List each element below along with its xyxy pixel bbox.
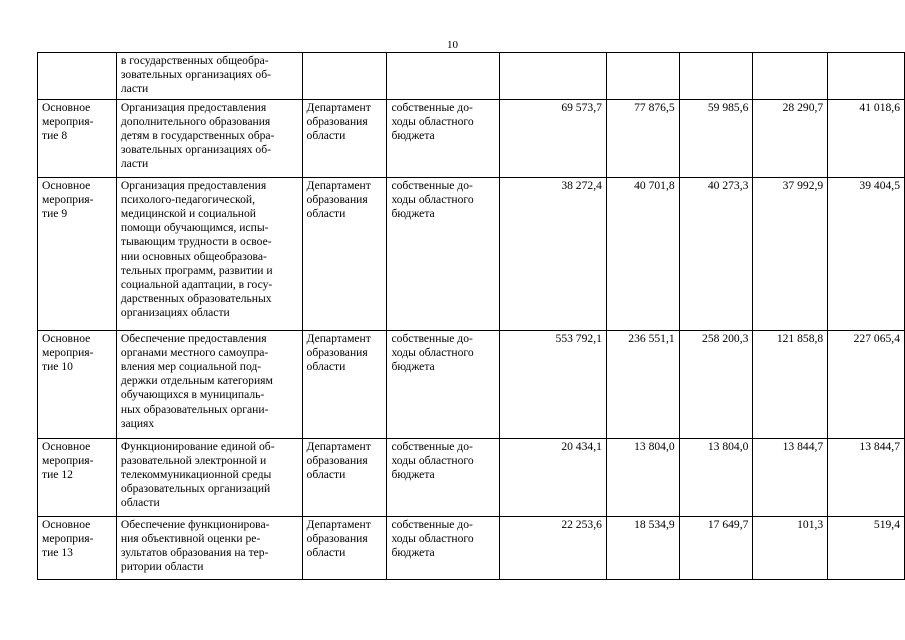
funding-source-line: бюджета xyxy=(391,207,435,221)
value-cell: 69 573,7 xyxy=(500,99,607,177)
executor-line: образования xyxy=(306,192,368,206)
activity-description-line: телекоммуникационной среды xyxy=(120,468,272,482)
activity-title-line: тие 8 xyxy=(42,129,68,143)
activity-description-cell xyxy=(116,438,302,516)
value-cell: 38 272,4 xyxy=(500,177,607,330)
activity-title-cell xyxy=(38,516,117,579)
activity-title-line: Основное xyxy=(42,178,91,192)
value-cell: 121 858,8 xyxy=(753,330,828,438)
funding-source-line: собственные до- xyxy=(391,331,473,345)
value-cell: 39 404,5 xyxy=(828,177,905,330)
funding-source-line: собственные до- xyxy=(391,100,473,114)
activity-title-line: Основное xyxy=(42,100,91,114)
executor-cell xyxy=(302,177,387,330)
activity-description-line: тельных программ, развитии и xyxy=(120,263,273,277)
executor-line: области xyxy=(306,360,346,374)
activity-description-line: тывающим трудности в освое- xyxy=(120,235,272,249)
table-row xyxy=(38,516,905,579)
funding-source-cell xyxy=(387,516,500,579)
activity-description-cell xyxy=(116,99,302,177)
activity-description-line: зовательных организациях об- xyxy=(120,68,271,82)
activity-title-cell xyxy=(38,53,117,100)
activity-title-line: Основное xyxy=(42,517,91,531)
executor-cell xyxy=(302,516,387,579)
value-cell: 13 844,7 xyxy=(828,438,905,516)
activity-description-line: социальной адаптации, в госу- xyxy=(120,278,273,292)
activity-title-cell xyxy=(38,99,117,177)
executor-line: области xyxy=(306,207,346,221)
activity-title-line: тие 9 xyxy=(42,207,68,221)
executor-line: области xyxy=(306,546,346,560)
executor-line: образования xyxy=(306,345,368,359)
executor-line: области xyxy=(306,129,346,143)
activity-description-cell xyxy=(116,53,302,100)
funding-source-line: бюджета xyxy=(391,546,435,560)
value-cell xyxy=(606,53,679,100)
activity-description-line: вления мер социальной под- xyxy=(120,360,262,374)
funding-source-line: собственные до- xyxy=(391,439,473,453)
table-body xyxy=(38,53,905,580)
activity-description-line: держки отдельным категориям xyxy=(120,374,273,388)
activity-description-line: Обеспечение функционирова- xyxy=(120,517,270,531)
activity-title-line: мероприя- xyxy=(42,192,94,206)
activity-description-line: ных образовательных органи- xyxy=(120,402,269,416)
value-cell: 28 290,7 xyxy=(753,99,828,177)
budget-table xyxy=(37,52,905,580)
value-cell: 519,4 xyxy=(828,516,905,579)
activity-title-line: Основное xyxy=(42,439,91,453)
activity-description-line: дополнительного образования xyxy=(120,114,271,128)
activity-description-line: зациях xyxy=(120,416,155,430)
funding-source-line: ходы областного xyxy=(391,192,474,206)
executor-cell xyxy=(302,330,387,438)
activity-description-line: в государственных общеобра- xyxy=(120,54,269,67)
activity-title-cell xyxy=(38,330,117,438)
activity-description-line: нии основных общеобразова- xyxy=(120,249,267,263)
value-cell: 227 065,4 xyxy=(828,330,905,438)
executor-line: Департамент xyxy=(306,439,371,453)
funding-source-line: бюджета xyxy=(391,129,435,143)
executor-cell xyxy=(302,438,387,516)
value-cell: 13 804,0 xyxy=(679,438,753,516)
executor-line: образования xyxy=(306,531,368,545)
table-row xyxy=(38,177,905,330)
activity-description-line: ласти xyxy=(120,157,149,171)
executor-line: Департамент xyxy=(306,517,371,531)
activity-description-line: медицинской и социальной xyxy=(120,207,257,221)
activity-description-cell xyxy=(116,330,302,438)
activity-description-line: детям в государственных обра- xyxy=(120,129,275,143)
activity-description-line: ласти xyxy=(120,82,149,96)
activity-description-line: психолого-педагогической, xyxy=(120,192,255,206)
activity-title-cell xyxy=(38,177,117,330)
funding-source-line: ходы областного xyxy=(391,114,474,128)
funding-source-line: ходы областного xyxy=(391,531,474,545)
value-cell: 553 792,1 xyxy=(500,330,607,438)
value-cell: 40 701,8 xyxy=(606,177,679,330)
funding-source-line: собственные до- xyxy=(391,517,473,531)
activity-description-line: помощи обучающимся, испы- xyxy=(120,221,269,235)
value-cell: 236 551,1 xyxy=(606,330,679,438)
executor-line: образования xyxy=(306,453,368,467)
activity-description-cell xyxy=(116,177,302,330)
activity-description-line: обучающихся в муниципаль- xyxy=(120,388,265,402)
activity-title-line: мероприя- xyxy=(42,345,94,359)
activity-description-line: области xyxy=(120,496,160,510)
value-cell: 101,3 xyxy=(753,516,828,579)
activity-description-line: организациях области xyxy=(120,306,230,320)
activity-title-line: мероприя- xyxy=(42,114,94,128)
activity-title-line: мероприя- xyxy=(42,453,94,467)
value-cell: 18 534,9 xyxy=(606,516,679,579)
value-cell: 40 273,3 xyxy=(679,177,753,330)
activity-description-line: ритории области xyxy=(120,560,204,574)
activity-title-line: тие 13 xyxy=(42,546,73,560)
table-row xyxy=(38,53,905,100)
funding-source-cell xyxy=(387,53,500,100)
value-cell: 41 018,6 xyxy=(828,99,905,177)
activity-description-cell xyxy=(116,516,302,579)
activity-title-cell xyxy=(38,438,117,516)
page-number: 10 xyxy=(447,39,458,51)
activity-description-line: ния объективной оценки ре- xyxy=(120,531,261,545)
activity-title-line: тие 12 xyxy=(42,468,73,482)
funding-source-line: бюджета xyxy=(391,360,435,374)
executor-line: Департамент xyxy=(306,100,371,114)
table-row xyxy=(38,438,905,516)
table-row xyxy=(38,330,905,438)
executor-line: Департамент xyxy=(306,331,371,345)
activity-description-line: Организация предоставления xyxy=(120,100,267,114)
executor-line: области xyxy=(306,468,346,482)
funding-source-cell xyxy=(387,99,500,177)
value-cell: 77 876,5 xyxy=(606,99,679,177)
activity-description-line: образовательных организаций xyxy=(120,482,271,496)
value-cell: 59 985,6 xyxy=(679,99,753,177)
value-cell xyxy=(500,53,607,100)
value-cell: 13 844,7 xyxy=(753,438,828,516)
funding-source-line: ходы областного xyxy=(391,453,474,467)
activity-title-line: тие 10 xyxy=(42,360,73,374)
funding-source-line: собственные до- xyxy=(391,178,473,192)
activity-description-line: дарственных образовательных xyxy=(120,292,272,306)
activity-description-line: разовательной электронной и xyxy=(120,453,267,467)
funding-source-line: бюджета xyxy=(391,468,435,482)
value-cell: 13 804,0 xyxy=(606,438,679,516)
executor-line: Департамент xyxy=(306,178,371,192)
activity-description-line: зовательных организациях об- xyxy=(120,143,271,157)
value-cell: 17 649,7 xyxy=(679,516,753,579)
activity-description-line: Функционирование единой об- xyxy=(120,439,275,453)
activity-description-line: Обеспечение предоставления xyxy=(120,331,267,345)
value-cell xyxy=(679,53,753,100)
table-row xyxy=(38,99,905,177)
activity-title-line: мероприя- xyxy=(42,531,94,545)
funding-source-line: ходы областного xyxy=(391,345,474,359)
value-cell: 20 434,1 xyxy=(500,438,607,516)
value-cell: 37 992,9 xyxy=(753,177,828,330)
funding-source-cell xyxy=(387,438,500,516)
funding-source-cell xyxy=(387,177,500,330)
value-cell: 22 253,6 xyxy=(500,516,607,579)
funding-source-cell xyxy=(387,330,500,438)
activity-title-line: Основное xyxy=(42,331,91,345)
activity-description-line: органами местного самоупра- xyxy=(120,345,269,359)
activity-description-line: зультатов образования на тер- xyxy=(120,546,269,560)
executor-line: образования xyxy=(306,114,368,128)
value-cell: 258 200,3 xyxy=(679,330,753,438)
executor-cell xyxy=(302,99,387,177)
activity-description-line: Организация предоставления xyxy=(120,178,267,192)
value-cell xyxy=(753,53,828,100)
executor-cell xyxy=(302,53,387,100)
value-cell xyxy=(828,53,905,100)
